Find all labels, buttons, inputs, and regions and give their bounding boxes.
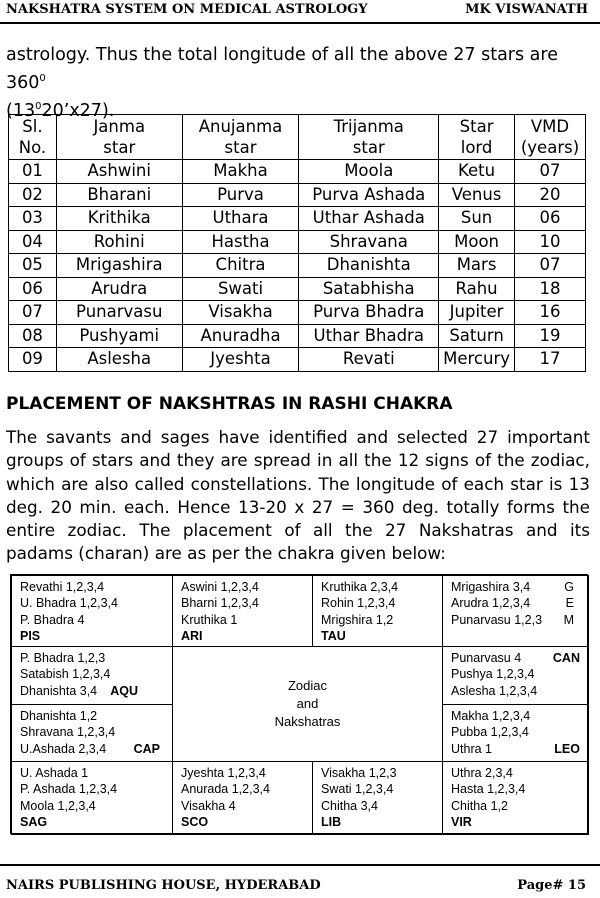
table-cell: Purva Bhadra [299, 301, 439, 325]
degree-sup-1: 0 [39, 73, 46, 84]
center-line: and [296, 696, 319, 711]
table-row [9, 160, 586, 184]
page-header [0, 0, 600, 24]
col-header: Anujanma star [182, 115, 299, 160]
center-line: Zodiac [287, 678, 328, 693]
table-cell: 09 [9, 348, 57, 372]
rashi-chakra [10, 574, 588, 834]
intro-text-1: astrology. Thus the total longitude of all the above 27 stars are 360 [6, 45, 558, 93]
table-cell: Chitra [182, 254, 299, 278]
table-cell: Saturn [439, 324, 515, 348]
table-cell: 18 [515, 277, 586, 301]
table-cell: Uthar Ashada [299, 207, 439, 231]
sign-label-sag: SAG [20, 815, 48, 830]
sign-label-sco: SCO [181, 815, 209, 830]
table-cell: Aslesha [56, 348, 182, 372]
table-cell: Moon [439, 230, 515, 254]
section-body: The savants and sages have identified and selected 27 important groups of stars and they are spread in all the 12 signs of the zodiac, which are also called constellations. The longitude of each star is 13 deg. 20 min. each. Hence 13-20 x 27 = 360 deg. totally forms the entire zodiac. The placement of all the 27 Nakshatras and its padams (charan) are as per the chakra given below: [6, 427, 590, 564]
chakra-cell-aqu: P. Bhadra 1,2,3 Satabish 1,2,3,4 Dhanishta 3,4 AQU [11, 646, 173, 705]
center-line: Nakshatras [274, 714, 341, 729]
table-cell: 03 [9, 207, 57, 231]
table-cell: Ashwini [56, 160, 182, 184]
table-cell: Moola [299, 160, 439, 184]
table-cell: Krithika [56, 207, 182, 231]
table-cell: Anuradha [182, 324, 299, 348]
table-cell: Pushyami [56, 324, 182, 348]
table-cell: Mercury [439, 348, 515, 372]
table-row [9, 230, 586, 254]
col-header: Trijanma star [299, 115, 439, 160]
book-title: NAKSHATRA SYSTEM ON MEDICAL ASTROLOGY [6, 2, 368, 17]
page-footer [0, 864, 600, 898]
table-cell: Purva [182, 183, 299, 207]
table-header-row [9, 115, 586, 160]
sign-label-cap: CAP [133, 742, 160, 756]
section-heading: PLACEMENT OF NAKSHTRAS IN RASHI CHAKRA [6, 394, 453, 414]
table-cell: Rohini [56, 230, 182, 254]
sign-letter-e: E [565, 596, 574, 610]
chakra-cell-can: Punarvasu 4 Pushya 1,2,3,4 Aslesha 1,2,3,4 CAN [442, 646, 589, 705]
intro-text-3: 20’x27). [41, 100, 115, 121]
table-cell: 20 [515, 183, 586, 207]
nakshatra-table [8, 114, 586, 372]
chakra-cell-tau: Kruthika 2,3,4 Rohin 1,2,3,4 Mrigshira 1,2 TAU [312, 575, 443, 647]
table-cell: Visakha [182, 301, 299, 325]
table-cell: 06 [515, 207, 586, 231]
table-cell: Arudra [56, 277, 182, 301]
sign-label-can: CAN [552, 651, 580, 665]
intro-text-2: (13 [6, 100, 36, 121]
table-cell: 07 [515, 160, 586, 184]
table-cell: 19 [515, 324, 586, 348]
sign-label-vir: VIR [451, 815, 472, 830]
table-row [9, 348, 586, 372]
table-cell: Uthara [182, 207, 299, 231]
table-cell: Sun [439, 207, 515, 231]
chakra-cell-leo: Makha 1,2,3,4 Pubba 1,2,3,4 Uthra 1 LEO [442, 704, 589, 762]
chakra-cell-cap: Dhanishta 1,2 Shravana 1,2,3,4 U.Ashada 2,3,4 CAP [11, 704, 173, 762]
table-cell: 05 [9, 254, 57, 278]
chakra-cell-gem: Mrigashira 3,4 Arudra 1,2,3,4 Punarvasu 1,2,3 G E M [442, 575, 589, 647]
sign-label-ari: ARI [181, 629, 203, 644]
sign-label-pis: PIS [20, 629, 41, 644]
table-cell: 07 [515, 254, 586, 278]
chakra-center [173, 647, 442, 761]
table-cell: 02 [9, 183, 57, 207]
table-row [9, 254, 586, 278]
sign-label-lib: LIB [321, 815, 342, 830]
col-header: Star lord [439, 115, 515, 160]
sign-label-leo: LEO [554, 742, 580, 756]
chakra-cell-lib: Visakha 1,2,3 Swati 1,2,3,4 Chitha 3,4 LIB [312, 761, 443, 835]
chakra-cell-sag: U. Ashada 1 P. Ashada 1,2,3,4 Moola 1,2,3,4 SAG [11, 761, 173, 835]
table-cell: Jyeshta [182, 348, 299, 372]
table-cell: Jupiter [439, 301, 515, 325]
sign-letter-g: G [564, 580, 574, 594]
table-cell: Mrigashira [56, 254, 182, 278]
chakra-cell-sco: Jyeshta 1,2,3,4 Anurada 1,2,3,4 Visakha 4 SCO [172, 761, 313, 835]
author-name: MK VISWANATH [465, 2, 588, 17]
table-cell: 08 [9, 324, 57, 348]
sign-letter-m: M [563, 613, 574, 627]
table-cell: 16 [515, 301, 586, 325]
table-cell: Punarvasu [56, 301, 182, 325]
table-cell: 10 [515, 230, 586, 254]
sign-label-tau: TAU [321, 629, 346, 644]
table-cell: Purva Ashada [299, 183, 439, 207]
table-cell: 07 [9, 301, 57, 325]
table-row [9, 277, 586, 301]
col-header: Sl. No. [9, 115, 57, 160]
degree-sup-2: 0 [35, 100, 42, 112]
table-cell: Swati [182, 277, 299, 301]
table-cell: Bharani [56, 183, 182, 207]
table-cell: Dhanishta [299, 254, 439, 278]
table-cell: Revati [299, 348, 439, 372]
page-number: Page# 15 [517, 878, 586, 893]
table-cell: Satabhisha [299, 277, 439, 301]
table-cell: Hastha [182, 230, 299, 254]
chakra-cell-pis: Revathi 1,2,3,4 U. Bhadra 1,2,3,4 P. Bhadra 4 PIS [11, 575, 173, 647]
table-cell: Rahu [439, 277, 515, 301]
chakra-cell-ari: Aswini 1,2,3,4 Bharni 1,2,3,4 Kruthika 1 ARI [172, 575, 313, 647]
table-row [9, 301, 586, 325]
table-cell: 04 [9, 230, 57, 254]
table-cell: Ketu [439, 160, 515, 184]
col-header: VMD (years) [515, 115, 586, 160]
col-header: Janma star [56, 115, 182, 160]
table-cell: Venus [439, 183, 515, 207]
table-cell: 06 [9, 277, 57, 301]
intro-paragraph [6, 44, 586, 123]
table-cell: Uthar Bhadra [299, 324, 439, 348]
chakra-cell-vir: Uthra 2,3,4 Hasta 1,2,3,4 Chitha 1,2 VIR [442, 761, 589, 835]
table-row [9, 207, 586, 231]
table-cell: Shravana [299, 230, 439, 254]
table-cell: 01 [9, 160, 57, 184]
publisher-name: NAIRS PUBLISHING HOUSE, HYDERABAD [6, 878, 321, 893]
table-row [9, 183, 586, 207]
sign-label-aqu: AQU [110, 684, 138, 698]
table-row [9, 324, 586, 348]
table-cell: Mars [439, 254, 515, 278]
table-cell: Makha [182, 160, 299, 184]
table-cell: 17 [515, 348, 586, 372]
